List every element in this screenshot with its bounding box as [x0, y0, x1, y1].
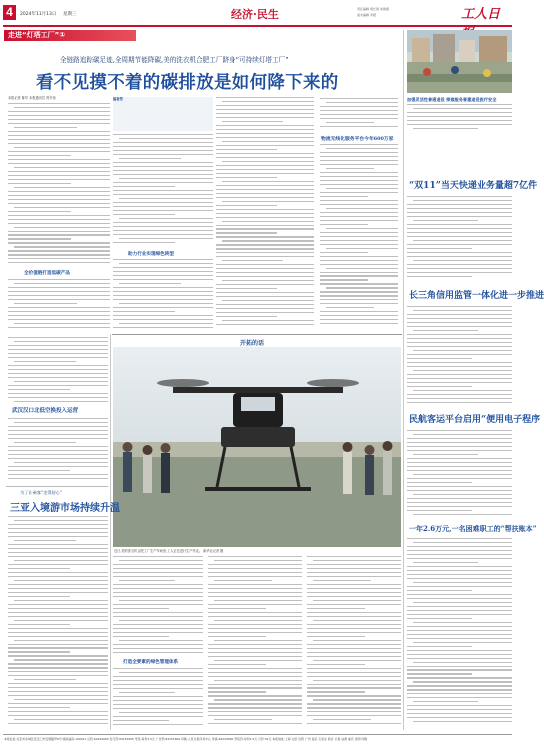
masthead-logo: 工人日 [461, 7, 501, 22]
left-lower-title: 三亚入境游市场持续升温 [10, 503, 120, 514]
lead-kicker: 全链路追踪碳足迹,全周期节能降碳,美的洗衣机合肥工厂跻身“可持续灯塔工厂” [60, 56, 289, 64]
issue-date: 2024年11月13日 [20, 12, 57, 17]
designer-credit: 美术编辑 李娅 [357, 13, 376, 17]
under-photo-col-2 [208, 556, 302, 730]
lead-body-col-1b [8, 279, 110, 331]
left-lower-body-1 [8, 418, 108, 483]
photo-caption: 近日,美的洗衣机合肥工厂生产车间里,工人正在进行生产作业。 新华社记者 摄 [114, 549, 224, 553]
center-short-body [320, 98, 398, 131]
column-divider-main [403, 30, 404, 730]
left-lower-divider [6, 486, 108, 487]
footer-rule [3, 734, 512, 735]
right-article-4-body [407, 538, 512, 728]
left-lower-top-body [8, 337, 108, 403]
right-article-3-body [407, 430, 512, 520]
street-scene-image [407, 30, 512, 93]
lead-subhead-1: 全价值链打造低碳产品 [24, 271, 70, 276]
right-top-caption-body [407, 104, 512, 134]
header-rule [3, 25, 512, 27]
left-lower-subtitle: 武汉汉口北低空换投入运营 [12, 408, 79, 414]
lead-body-col-1a [8, 103, 110, 268]
lead-subhead-2: 助力行业实现绿色转型 [128, 252, 174, 257]
page-number: 4 [6, 5, 13, 19]
photo-frame-top [112, 334, 402, 335]
center-short-body-2 [320, 144, 398, 330]
right-article-2-body [407, 306, 512, 406]
lead-headline: 看不见摸不着的碳排放是如何降下来的 [36, 73, 339, 93]
series-tag [4, 30, 136, 41]
under-photo-col-3 [307, 556, 401, 730]
drone-scene-image [113, 347, 401, 547]
left-lower-body-2 [8, 516, 108, 730]
page-header [3, 3, 512, 25]
right-article-1-title: “双11”当天快递业务量超7亿件 [409, 181, 538, 191]
under-photo-col-1b [113, 668, 203, 730]
right-article-1-body [407, 196, 512, 281]
section-name: 经济·民生 [231, 8, 279, 21]
editor-note-label: 编者按 [113, 97, 123, 101]
column-divider-left [110, 334, 111, 730]
footer-text: 本报社址:北京市东城区安定门外安德路甲6号 邮政编码:100011 总机:64229090 发行部:84151605 零售:每份1.5元 广告部:84151606 印刷:人民日报印务中心 传真:64229090 零售价:每份1.5元 月价:32元 本报地址:上海 太原 沈阳 广州 南京 石家庄 新乡 长春 成都 重庆 昆明 印刷 [4, 737, 368, 741]
lead-byline: 本报记者 陈华 本报通讯员 郭书伟 [8, 96, 56, 100]
photo-title: 开拓的话 [240, 340, 265, 347]
series-tag-text: 走进“灯塔工厂”① [8, 31, 66, 39]
right-article-3-title: 民航客运平台启用“便用电子程序 [409, 415, 541, 425]
right-article-4-title: 一年2.6万元,一名困难职工的“帮扶账本” [409, 524, 537, 533]
center-short-title: 物流无线化服务平台今年600万家 [321, 136, 394, 142]
issue-weekday: 星期三 [63, 12, 77, 17]
lead-body-col-2b [113, 259, 213, 331]
drone-photo [113, 347, 401, 547]
under-photo-col-1 [113, 556, 203, 656]
lead-subhead-3: 打造全要素的绿色管理体系 [123, 660, 179, 665]
editor-credit: 责任编辑 胡长春 刘建康 [357, 7, 389, 11]
page-number-badge [3, 5, 16, 20]
right-article-2-title: 长三角信用监管一体化进一步推进 [409, 291, 544, 301]
lead-body-col-3 [216, 97, 314, 331]
lead-body-col-2 [113, 134, 213, 246]
left-lower-kicker: 为了让乘客“坐得舒心” [20, 490, 63, 495]
lead-editor-note [113, 97, 213, 131]
right-top-caption-title: 加强灵活性普通退役 探索服务普惠退役医疗安全 [407, 97, 497, 102]
right-top-photo [407, 30, 512, 93]
